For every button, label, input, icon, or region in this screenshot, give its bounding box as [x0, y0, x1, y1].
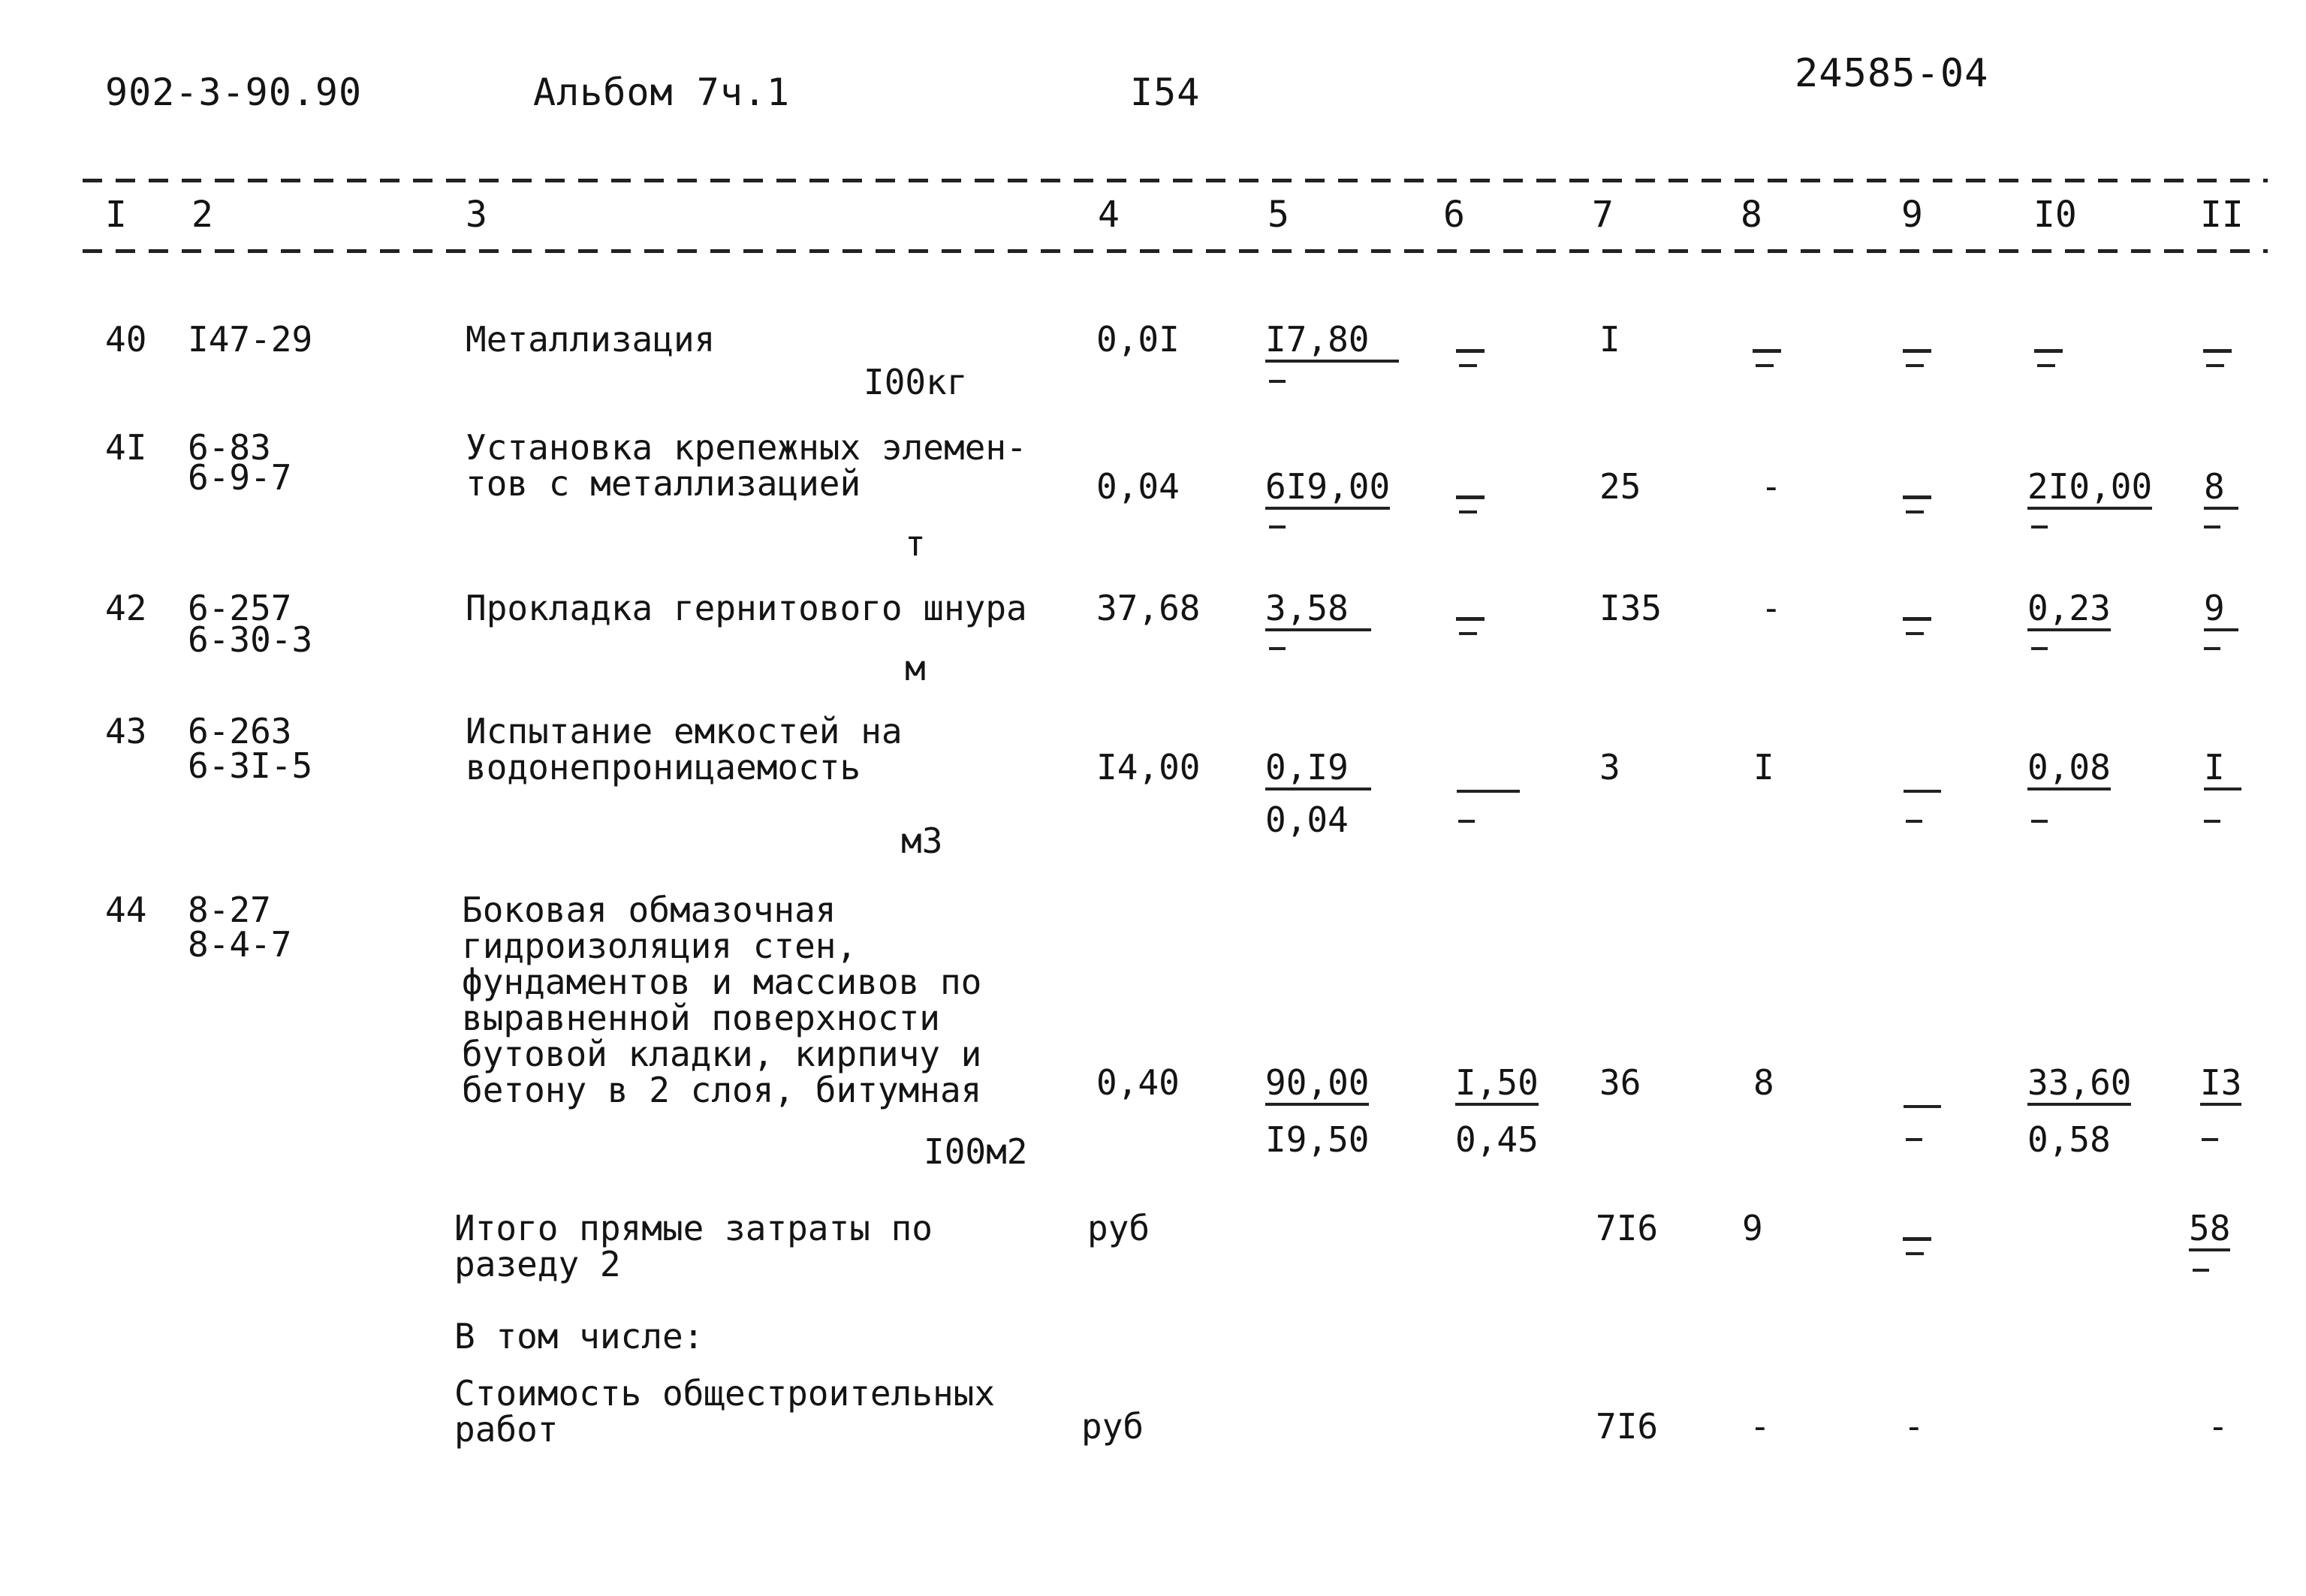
- quantity: 0,40: [1096, 1062, 1180, 1103]
- unit-cost-sub: [1269, 525, 1286, 528]
- total-cost: I: [1599, 319, 1620, 360]
- col6-sub: [1458, 820, 1475, 823]
- col-header-10: I0: [2033, 194, 2077, 236]
- unit: т: [905, 523, 926, 564]
- col8-value: -: [1761, 466, 1782, 507]
- norm-code-secondary: 6-9-7: [188, 457, 292, 498]
- total-cost: 25: [1599, 466, 1641, 507]
- col11-mark: [2200, 342, 2235, 375]
- unit-cost-sub: [1269, 380, 1286, 383]
- col10-value: 0,08: [2027, 749, 2111, 790]
- quantity: I4,00: [1096, 747, 1201, 787]
- total-unit: руб: [1087, 1208, 1150, 1248]
- col10-sub: [2031, 820, 2048, 823]
- total-col11: 58: [2189, 1210, 2230, 1251]
- norm-code-secondary: 8-4-7: [188, 924, 292, 965]
- col-header-3: 3: [466, 194, 487, 236]
- total-label: Итого прямые затраты по разеду 2: [454, 1208, 933, 1284]
- col10-lower: 0,58: [2027, 1119, 2111, 1160]
- col6-bar: [1457, 790, 1520, 793]
- quantity: 0,04: [1096, 466, 1180, 507]
- col6-lower: 0,45: [1455, 1119, 1539, 1160]
- col10-value: 33,60: [2027, 1065, 2131, 1106]
- unit-cost: 6I9,00: [1265, 468, 1390, 510]
- row-number: 4I: [105, 427, 147, 468]
- col11-sub: [2202, 1138, 2218, 1141]
- col10-value: 0,23: [2027, 590, 2111, 631]
- col-header-7: 7: [1592, 194, 1614, 236]
- col11-sub: [2204, 525, 2220, 528]
- col-header-1: I: [105, 194, 127, 236]
- total-cost: I35: [1599, 588, 1662, 628]
- work-description: Испытание емкостей на водонепроницаемость: [466, 711, 903, 787]
- col8-value: -: [1761, 588, 1782, 628]
- total-col11-sub: [2193, 1269, 2209, 1272]
- col9-bar: [1904, 790, 1941, 793]
- col9-bar: [1904, 1105, 1941, 1108]
- total-col8: 9: [1742, 1208, 1763, 1248]
- col10-sub: [2031, 647, 2048, 650]
- work-description: Прокладка гернитового шнура: [466, 588, 1027, 628]
- unit: м: [905, 648, 926, 688]
- col8-value: 8: [1753, 1062, 1774, 1103]
- unit: м3: [901, 821, 943, 861]
- page-number: I54: [1130, 71, 1201, 114]
- general-label: Стоимость общестроительных работ: [454, 1373, 996, 1450]
- norm-code: I47-29: [188, 319, 313, 360]
- col6-mark: [1453, 488, 1488, 521]
- doc-code: 902-3-90.90: [105, 71, 363, 114]
- album-label: Альбом 7ч.1: [533, 71, 791, 114]
- norm-code: 6-257: [188, 588, 292, 628]
- norm-code-secondary: 6-3I-5: [188, 745, 313, 786]
- norm-code: 6-83: [188, 427, 271, 468]
- general-unit: руб: [1081, 1406, 1144, 1447]
- quantity: 37,68: [1096, 588, 1201, 628]
- col-header-11: II: [2200, 194, 2244, 236]
- col6-mark: [1453, 342, 1488, 375]
- col9-mark: [1900, 610, 1934, 643]
- work-description: Металлизация: [466, 319, 716, 360]
- general-col9: -: [1904, 1406, 1925, 1447]
- quantity: 0,0I: [1096, 319, 1180, 360]
- unit-cost: 0,I9: [1265, 749, 1371, 790]
- unit-cost-lower: I9,50: [1265, 1119, 1370, 1160]
- col10-value: 2I0,00: [2027, 468, 2152, 510]
- col10-sub: [2031, 525, 2048, 528]
- unit-cost: 3,58: [1265, 590, 1371, 631]
- unit-cost-sub: [1269, 647, 1286, 650]
- col9-mark: [1900, 488, 1934, 521]
- norm-code-secondary: 6-30-3: [188, 619, 313, 660]
- col9-mark: [1900, 342, 1934, 375]
- col-header-4: 4: [1098, 194, 1120, 236]
- work-description: Установка крепежных элемен- тов с металлизацией: [466, 427, 1027, 504]
- norm-code: 6-263: [188, 711, 292, 751]
- unit-cost: I7,80: [1265, 321, 1399, 363]
- col-header-2: 2: [191, 194, 213, 236]
- unit-cost-lower: 0,04: [1265, 800, 1349, 840]
- col9-sub: [1906, 820, 1922, 823]
- col6-value: I,50: [1455, 1065, 1539, 1106]
- including-label: В том числе:: [454, 1316, 704, 1357]
- col-header-8: 8: [1741, 194, 1762, 236]
- unit: I00кг: [864, 362, 968, 402]
- col-header-5: 5: [1268, 194, 1289, 236]
- col11-sub: [2204, 647, 2220, 650]
- total-col7: 7I6: [1596, 1208, 1659, 1248]
- col9-sub: [1906, 1138, 1922, 1141]
- general-col8: -: [1750, 1406, 1771, 1447]
- header-rule-top: [83, 179, 2268, 182]
- row-number: 40: [105, 319, 147, 360]
- row-number: 43: [105, 711, 147, 751]
- col-header-6: 6: [1443, 194, 1465, 236]
- col8-value: I: [1753, 747, 1774, 787]
- col-header-9: 9: [1901, 194, 1923, 236]
- total-cost: 36: [1599, 1062, 1641, 1103]
- col10-mark: [2031, 342, 2066, 375]
- general-col7: 7I6: [1596, 1406, 1659, 1447]
- work-description: Боковая обмазочная гидроизоляция стен, фундаментов и массивов по выравненной поверхности бутовой кладки, кирпичу и бетону в 2 слоя, битумная: [462, 890, 982, 1110]
- col11-value: I3: [2200, 1065, 2241, 1106]
- col8-mark: [1750, 342, 1784, 375]
- general-col11: -: [2208, 1406, 2229, 1447]
- col11-value: I: [2204, 749, 2241, 790]
- col6-mark: [1453, 610, 1488, 643]
- col11-value: 9: [2204, 590, 2238, 631]
- unit: I00м2: [924, 1131, 1028, 1172]
- col11-sub: [2204, 820, 2220, 823]
- norm-code: 8-27: [188, 890, 271, 930]
- total-col9-mark: [1900, 1230, 1934, 1263]
- inventory-number: 24585-04: [1795, 51, 1989, 96]
- row-number: 42: [105, 588, 147, 628]
- row-number: 44: [105, 890, 147, 930]
- header-rule-bottom: [83, 249, 2268, 253]
- col11-value: 8: [2204, 468, 2238, 510]
- total-cost: 3: [1599, 747, 1620, 787]
- unit-cost: 90,00: [1265, 1065, 1369, 1106]
